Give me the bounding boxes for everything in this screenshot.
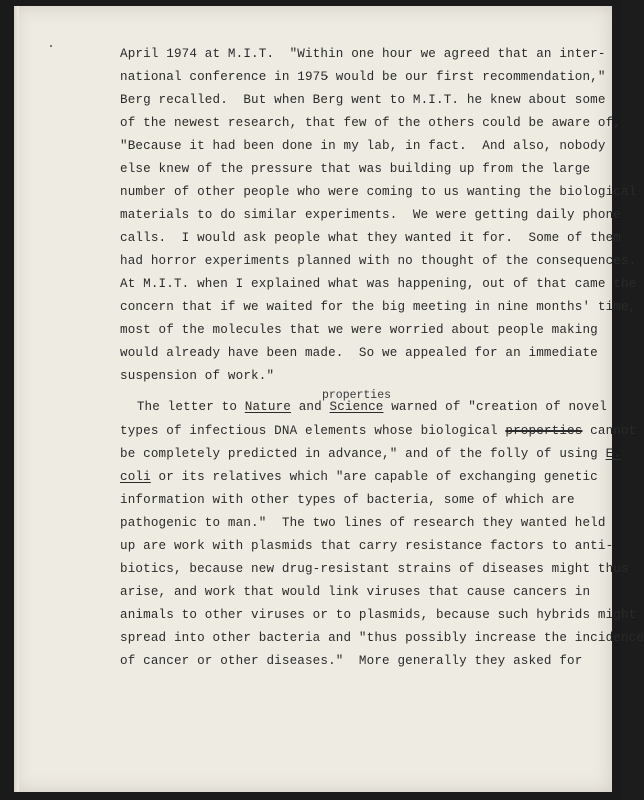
text-run: or its relatives which "are capable of exchanging genetic: [150, 470, 598, 484]
text-line: [120, 446, 621, 462]
italic-genus: E.: [605, 447, 621, 461]
text-line: [120, 469, 598, 485]
text-run: warned of "creation of novel: [383, 400, 608, 414]
text-line: national conference in 1975 would be our first recommendation,": [120, 70, 606, 84]
text-line: biotics, because new drug-resistant strains of diseases might thus: [120, 562, 629, 576]
text-line: calls. I would ask people what they wanted it for. Some of them: [120, 231, 621, 245]
text-line: information with other types of bacteria, some of which are: [120, 493, 575, 507]
text-line: up are work with plasmids that carry resistance factors to anti-: [120, 539, 614, 553]
text-line: had horror experiments planned with no thought of the consequences.: [120, 254, 637, 268]
margin-mark: [50, 45, 52, 47]
text-run: and: [291, 400, 330, 414]
text-run: types of infectious DNA elements whose biological: [120, 424, 506, 438]
text-line: of the newest research, that few of the others could be aware of,: [120, 116, 621, 130]
text-line: else knew of the pressure that was building up from the large: [120, 162, 591, 176]
page-edge: [14, 6, 19, 792]
text-line: number of other people who were coming to us wanting the biological: [120, 185, 637, 199]
text-line: suspension of work.": [120, 369, 275, 383]
text-line: animals to other viruses or to plasmids, because such hybrids might: [120, 608, 637, 622]
text-run: The letter to: [106, 400, 245, 414]
text-line: materials to do similar experiments. We were getting daily phone: [120, 208, 621, 222]
journal-title-nature: Nature: [244, 400, 291, 414]
text-line: April 1974 at M.I.T. "Within one hour we agreed that an inter-: [120, 47, 606, 61]
handwritten-insertion: properties: [322, 389, 392, 402]
text-run: be completely predicted in advance," and of the folly of using: [120, 447, 606, 461]
text-line: "Because it had been done in my lab, in fact. And also, nobody: [120, 139, 606, 153]
text-line: Berg recalled. But when Berg went to M.I.T. he knew about some: [120, 93, 606, 107]
text-line: concern that if we waited for the big meeting in nine months' time,: [120, 300, 637, 314]
text-line: spread into other bacteria and "thus possibly increase the incidence: [120, 631, 644, 645]
text-line: most of the molecules that we were worried about people making: [120, 323, 598, 337]
italic-species: coli: [120, 470, 151, 484]
text-run: cannot: [582, 424, 637, 438]
typewritten-page: [14, 6, 644, 792]
text-line: At M.I.T. when I explained what was happening, out of that came the: [120, 277, 637, 291]
text-line: would already have been made. So we appealed for an immediate: [120, 346, 598, 360]
journal-title-science: Science: [329, 400, 384, 414]
text-line: [120, 423, 636, 439]
struck-word: properties: [505, 424, 583, 438]
text-line: pathogenic to man." The two lines of research they wanted held: [120, 516, 606, 530]
text-line: of cancer or other diseases." More generally they asked for: [120, 654, 583, 668]
text-line: arise, and work that would link viruses that cause cancers in: [120, 585, 591, 599]
